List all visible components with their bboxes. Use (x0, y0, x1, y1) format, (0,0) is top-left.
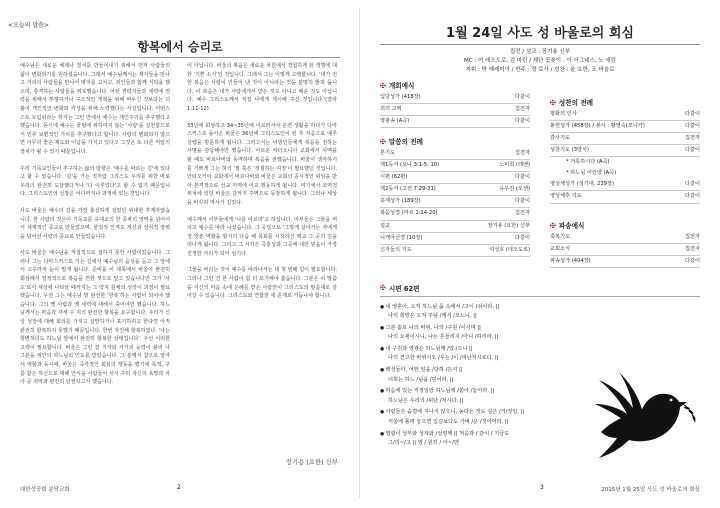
sermon-column-right (187, 62, 337, 307)
footer-date: 2015년 1월 25일 사도 성 바울로의 회심 (601, 487, 700, 493)
psalm-verse: ● 내 구원과 영광은 하느님께 /있 /으니 || 나의 견고한 바위시오 /우는 /이 /피난처시로다. || (380, 345, 590, 363)
psalm-verse: ● 마음에 있는 걱정일랑 하느님께 /쏟아 /놓아라. || 하느님은 우리의 /피난 /처시다. || (380, 387, 590, 405)
order-item: 제2독서 (고전 7:29-31) 유우진 (오센) (380, 184, 530, 196)
order-item: 성찬기도 (3양식) 다같이 (550, 145, 700, 157)
order-item: 봉헌성가 (458장) / 봉사 : 황영숙(모니카) 다같이 (550, 121, 700, 133)
order-item: 신자들의 기도 여성호 (데오도로) (380, 245, 530, 257)
sermon-signature: 장기용 (요한) 신부 (285, 458, 338, 466)
psalm-divider (380, 296, 700, 297)
psalm-heading: ✠ 시편 62편 (380, 284, 420, 293)
sermon-paragraph: 이 아닙니다. 바울의 복음은 새로운 차원에서 경험하게 된 생명에 대한 '기쁜 소식'인 것입니다. 그래서 그는 이렇게 고백합니다. '내가 전한 복음은 사람이 만들어 낸 것이 아니라는 것을 분명히 밝혀 둡니다. 이 복음은 내가 사람에게서 받은 것도 아니고 배운 것도 아닙니다. 예수 그리스도께서 직접 나에게 계시해 주신 것입니다.'(갈라 1:11-12) (187, 63, 337, 112)
cross-icon: ✠ (550, 222, 556, 230)
psalm-verse: ● 내 영혼아, 오직 하느님 품 속에서 /고이 /쉬어라. || 나의 희망은 오직 주님 /께서 /오느니. || (380, 303, 590, 321)
sermon-paragraph: 33년에 회심하고 34~35년에 이르러서야 온전 생활을 하다가 다마스커스로 돌아온 바울은 36년에 그리스도인이 된 후 처음으로 예루살렘을 방문하게 됩니다. 그러고서는 이방인들에게 복음을 전하는 사명을 감당해야만 했습니다. 이로운 악터오니아 교회에서 사역을 할 때도 바르나바와 동역하며 복음을 전했습니다. 바울이 생각하기를 기쁘게 그는 혀의 '필 혹은 '정점하는 여정'이 필요했던 것입니다. 안티오키아 교회에서 바르나바와 바울은 교회의 공식적인 위임을 받아 본격적으로 선교 지역에 이교 행동하게 됩니다. 여기에서 조역적 위치에 있던 바울은 갈까지 주역으로 등장하게 됩니다. 그러나 세상을 바꾸려 역사가 길었다. (187, 122, 337, 206)
section-eucharist (550, 97, 700, 204)
psalm-verses (380, 303, 590, 451)
section-heading: 성찬의 전례 (558, 99, 594, 107)
sermon-paragraph: 예수님은 새로운 체제나 질서를 만들어내기 위해서 먼저 사람들의 삶이 변화되기를 원하셨습니다. 그래서 예수님께서는 제자들을 만나고 거리의 사람들을 만나서 병자를 고치고, 죄인들과 함께 식탁을 했으며, 충격하는 사람들을 위로했습니다. 어떤 권력자들과 세력에 권력을 위해서 투쟁하거나 구조적인 개혁을 위해 싸우신 것보다는 더불어 개인적인 변화와 각성을 위해 노력했다는 사실입니다. 어떤스스트 트림위라는 학자는 그런 면에서 예수는 개인주의를 추구했다고 했습니다. 동시에 예수는 물범에 위하여지 않는 '사랑'을 실천함으로서 인류 보편적인 가치를 추구했다고 합니다. 사랑의 변화되지 않으면 아무리 좋은 제도와 이념을 가지고 있다고 그것은 또 다른 억압의 장치가 될 수 있기 때문입니다. (20, 63, 170, 155)
psalm-verse: ● 사람들은 숨결에 지나지 않으니, 높다는 것도 실은 /거/짓일, || 저울에 올려 놓으면 입김보다도 가벼 /운 /것이어라. || (380, 408, 590, 426)
order-item: 복음성경 (마르 1:14-20) 집전자 (380, 208, 530, 220)
right-page (360, 0, 720, 508)
order-item: 본기도 집전자 (380, 148, 530, 160)
sermon-column-left (20, 62, 170, 393)
order-item: 축복기도 집전자 (550, 232, 700, 244)
sermon-paragraph: 사도 바울은 예수의 길을 가장 충실하게 걸었던 위대한 후계자였습니다. 한 사람의 작은이 기독교를 유대교의 한 종파의 영역을 넘어서서 세계적인 종교로 만들었으며, 물질적 인격도 개신과 상식적 장벽을 넘어선 사랑의 종교로 만들었습니다. (20, 207, 170, 240)
section-heading: 개회예식 (388, 82, 415, 90)
sermon-title: 항복에서 승리로 (137, 40, 223, 54)
order-item: 층계성가 (189장) 다같이 (380, 196, 530, 208)
psalm-verse: ● 영광이 성부와 성자와 /성령께 || 처음과 / 같이 / 지금도 그/리~/고 || 영 / 원히 / 아~/멘 (380, 430, 590, 448)
order-subitem: * 하느님 어린양 (A곡) (566, 170, 617, 177)
footer-church-name: 대한성공회 분당교회 (20, 487, 70, 493)
section-kicker: <오늘의 말씀> (8, 22, 49, 29)
page-number: 3 (540, 484, 544, 491)
section-heading: 파송예식 (558, 222, 585, 230)
section-heading: 말씀의 전례 (388, 138, 424, 146)
credit-line: 지휘 : 박 예레미아 / 반주 : 정 로사 / 성찬 : 윤 요한, 조 바울로 (465, 67, 615, 74)
order-item: 감사기도 집전자 (550, 133, 700, 145)
order-item: 영광송 (A곡) 다같이 (380, 116, 530, 128)
order-item: 영성체후 기도 다같이 (550, 191, 700, 203)
service-title: 1월 24일 사도 성 바울로의 회심 (446, 26, 634, 41)
credit-line: MC : 여 데오도로, 김 마틴 / 제단 꽃꽂이 : 이 아그네스, 노 애린 (464, 58, 616, 65)
order-item: 시편 (62편) 다같이 (380, 172, 530, 184)
order-item: 입당성가 (418장) 다같이 (380, 92, 530, 104)
title-divider (380, 44, 700, 45)
order-item: 설교 장기용 (요한) 신부 (380, 221, 530, 233)
page-number: 2 (177, 484, 181, 491)
service-credits (360, 48, 720, 76)
cross-icon: ✠ (380, 82, 386, 90)
sermon-paragraph: 우리 기독교인들이 추구하는 삶의 방향은 '예수를 따르는 길'에 있다고 할 수 있습니다. '길'을 가는 것처럼 그리스도 우리를 위한 바로 우리의 완전히 도달했다거나 '다 이루었다'고 할 수 없기 때문입니다. 그리스도인의 성장은 어디까지나 과정에 있는 것입니다. (20, 165, 170, 198)
sermon-paragraph: 예수께서 어부들에게 '나를 따르라'고 하십니다. 어부들은 그물을 버리고 예수를 따라 나섰습니다. 그 응답으로 '그렇게 살아가는 자에게 정 맞춘 역할을 할지의 다음 해 목회를 시작하신 행교 그 곳의 길을 떠나게 됩니다. 그리고 그 시작은 즉흥성과 그곳에 대한 믿음이 가장 진정한 자리가 되어 섬기다. (187, 216, 337, 257)
cross-icon: ✠ (380, 284, 386, 292)
dove-with-olive-branch-icon (583, 362, 703, 477)
order-item: 평화의 인사 다같이 (550, 109, 700, 121)
title-divider (20, 57, 340, 58)
psalm-verse: ● 그분 홀로 나의 바위, 나의 /구원 /이시며 || 나의 요새이시니, 나는 흔들리지 /아니 /하리라. || (380, 324, 590, 342)
order-item: 제1독서 (요나 3:1-5, 10) 노미희 (레벤) (380, 160, 530, 172)
sermon-paragraph: 그물을 버리는 것이 예수를 따라나서는 데 첫 번째 힘이 필요합니다. 그러나 그런 건 한 사람이 힘 더 포기해야 옳습니다. 그분은 이 말씀을 자신의 마음 속에 은혜를 받은 사람만이 그리스도의 말씀대로 살아갈 수 있습니다. 그리스도와 연합한 새 존재로 거듭나야 합니다. (187, 267, 337, 300)
section-opening (380, 80, 530, 128)
sermon-paragraph: 사도 바울은 예수님을 직접적으로 접하지 못한 사람이었습니다. 그러나 그는 다마스커스로 가는 길에서 예수님의 음성을 듣고 그 앞에서 고꾸라져 눈이 멀게 됩니다. 준비를 이 대목에서 바울이 완전히 회심해서 열정적으로 복음을 전한 것으로 알고 있습니다만 그가 '사도'로서 세상에 나타날 때까지는 그 약지 침체의 성장이 과정이 필요했습니다. 우선 그는 예수님 말 완전한 '항복'하는 사람이 되어야 했습니다. 그의 옛 사람과 옛 세력에 대해서 죽어야만 했습니다. 하느님께서는 마음과 자세 수 지의 완전한 항복을 요구합니다. 우리가 신앙 성장에 대해 회의를 가지고 실망하거나 포기하려고 한다면 아직 완전히 항복하지 못했기 때문입니다. 한번 자진해 항복하였다. '나는 항변하더도 하느님 앞에서 완전히 항복한 상태입니다'. 우선 이러한 고백이 필요합니다. 바울은 그런 잘 기자와 자기의 능력이 불러 나 그분을 제안의 하느님의 인도를 받았습니다. 그 분께서 참으로 알아서 역할과 동시에, 바울은 즉각적인 회심의 행동을 했기에 목적, 구름 같은 하신으로 대해 안식을 사람들이 서서 주러 자신의 욕망과 자아 곧 죄악과 완전히 단절하고자 했습니다. (20, 250, 170, 386)
order-item: 파송성가 (494장) 다같이 (550, 256, 700, 268)
credit-line: 집전 / 설교 : 장기용 신부 (509, 49, 571, 55)
psalm-verse: ● 백성들아, 어떤 일을 /당하 /든지 || 너희는 하느 /님을 /믿어라. || (380, 366, 590, 384)
order-item: 교회소식 집전자 (550, 244, 700, 256)
cross-icon: ✠ (550, 99, 556, 107)
cross-icon: ✠ (380, 138, 386, 146)
order-item: 죄의 고백 집전자 (380, 104, 530, 116)
section-dismissal (550, 220, 700, 268)
section-word (380, 136, 530, 257)
order-subitem: * 거룩하시다 (A곡) (566, 159, 610, 166)
order-item: 니케아신경 (10장) 다같이 (380, 233, 530, 245)
order-item: 영성체성가 (성가대, 239장) 다같이 (550, 179, 700, 191)
